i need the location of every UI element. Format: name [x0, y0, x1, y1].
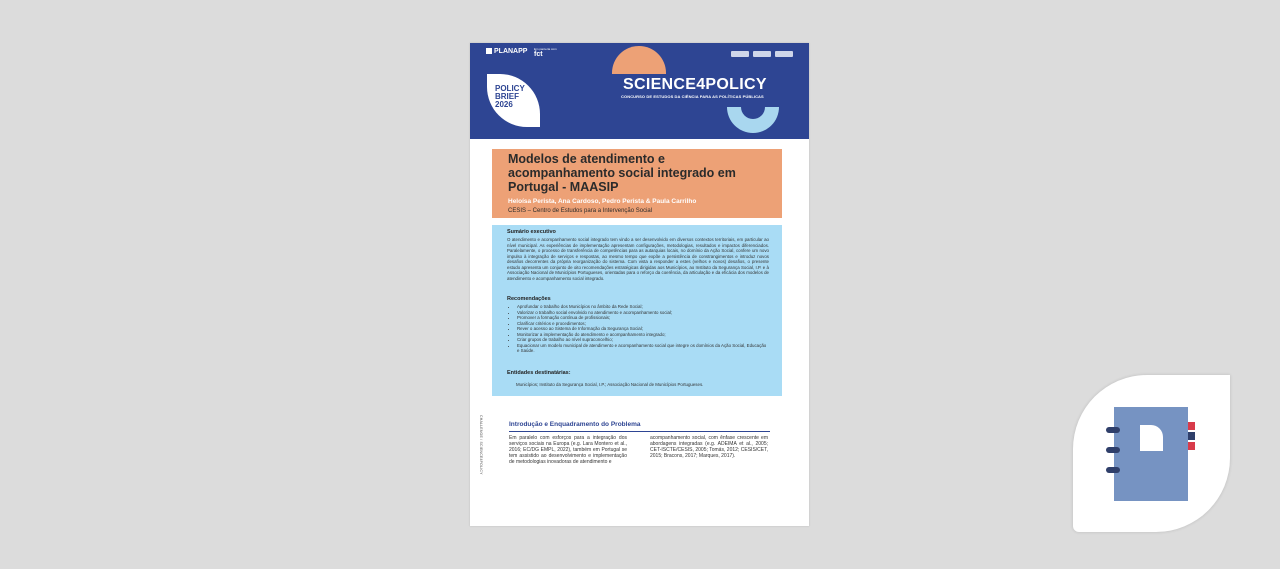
planapp-logo: PLANAPP — [486, 48, 527, 55]
notebook-icon — [1114, 407, 1188, 501]
notebook-ring — [1106, 427, 1120, 433]
partner-logos — [731, 51, 793, 57]
intro-column-2: acompanhamento social, com ênfase crescente em abordagens integradas (e.g. ADEIMA et al., 2005; CET-ISCTE/CESIS, 2005; Tomás, 2012; CESIS/CET, 2015; Bracons, 2017; Marques, 2017). — [650, 435, 768, 460]
entities-heading: Entidades destinatárias: — [507, 370, 571, 376]
side-label: CHALLENGE / SCIENCE4POLICY — [479, 415, 483, 475]
divider — [509, 431, 770, 432]
list-item: • Valorizar o trabalho social envolvido no atendimento e acompanhamento social; — [517, 310, 769, 316]
header-banner — [470, 43, 809, 139]
policy-brief-badge: POLICY BRIEF 2026 — [487, 74, 540, 127]
list-item: • Equacionar um modelo municipal de atendimento e acompanhamento social que integre os domínios da Ação Social, Educação e Saúde. — [517, 343, 769, 354]
intro-heading: Introdução e Enquadramento do Problema — [509, 421, 641, 428]
notebook-ring — [1106, 447, 1120, 453]
title-box — [492, 149, 782, 218]
banner-subtitle: CONCURSO DE ESTUDOS DA CIÊNCIA PARA AS POLÍTICAS PÚBLICAS — [621, 94, 764, 99]
decorative-semicircle — [612, 46, 666, 74]
summary-body: O atendimento e acompanhamento social integrado tem vindo a ser desenvolvido em diversos contextos territoriais, em particular ao nível municipal. As experiências de implementação apresentam configurações, metodologias, resultados e impactos diferenciados. Paralelamente, o processo de transferência de competências para as autarquias locais, no domínio da Ação Social, confere um novo impulso à integração de serviços e respostas, ao mesmo tempo que expõe a persistência de constrangimentos e introduz novos desafios decorrentes da própria reorganização do sistema. Com vista a responder a estes (velhos e novos) desafios, o presente estudo apresenta um conjunto de oito recomendações estratégicas dirigidas aos Municípios, ao Instituto da Segurança Social, I.P. e à Associação Nacional de Municípios Portugueses, orientadas para o reforço da coerência, da articulação e da eficácia dos modelos de atendimento e acompanhamento social integrado. — [507, 237, 769, 281]
bookmark-tab — [1188, 442, 1195, 450]
republica-logo — [753, 51, 771, 57]
authors: Heloísa Perista, Ana Cardoso, Pedro Perista & Paula Carrilho — [508, 198, 697, 205]
notebook-ring — [1106, 467, 1120, 473]
bookmark-tab — [1188, 422, 1195, 430]
eu-logo — [775, 51, 793, 57]
list-item: • Criar grupos de trabalho ao nível supraconcelhio; — [517, 337, 769, 343]
list-item: • Promover a formação contínua de profissionais; — [517, 315, 769, 321]
policy-brief-page — [470, 43, 809, 526]
intro-column-1: Em paralelo com esforços para a integração dos serviços sociais na Europa (e.g. Lara Montero et al., 2016; EC/DG EMPL, 2022), também em Portugal se tem assistido ao desenvolvimento e implementação de metodologias inovadoras de atendimento e — [509, 435, 627, 466]
list-item: • Aprofundar o trabalho dos Municípios no âmbito da Rede Social; — [517, 304, 769, 310]
bookmark-tab — [1188, 432, 1195, 440]
summary-heading: Sumário executivo — [507, 229, 556, 235]
list-item: • Monitorizar a implementação do atendimento e acompanhamento integrado; — [517, 332, 769, 338]
banner-title: SCIENCE4POLICY — [623, 76, 767, 93]
prr-logo — [731, 51, 749, 57]
list-item: • Clarificar critérios e procedimentos; — [517, 321, 769, 327]
file-type-card[interactable] — [1073, 375, 1230, 532]
document-title: Modelos de atendimento e acompanhamento social integrado em Portugal - MAASIP — [508, 152, 736, 194]
recommendations-list — [507, 304, 769, 354]
list-item: • Rever o acesso ao Sistema de Informação da Segurança Social; — [517, 326, 769, 332]
recommendations-heading: Recomendações — [507, 296, 551, 302]
entities-text: Municípios; Instituto da Segurança Social, I.P.; Associação Nacional de Municípios Portugueses. — [516, 382, 704, 387]
fct-logo: Em parceria com fct — [534, 47, 557, 58]
executive-summary — [492, 225, 782, 396]
decorative-bowl — [727, 107, 779, 133]
affiliation: CESIS – Centro de Estudos para a Intervenção Social — [508, 208, 653, 214]
